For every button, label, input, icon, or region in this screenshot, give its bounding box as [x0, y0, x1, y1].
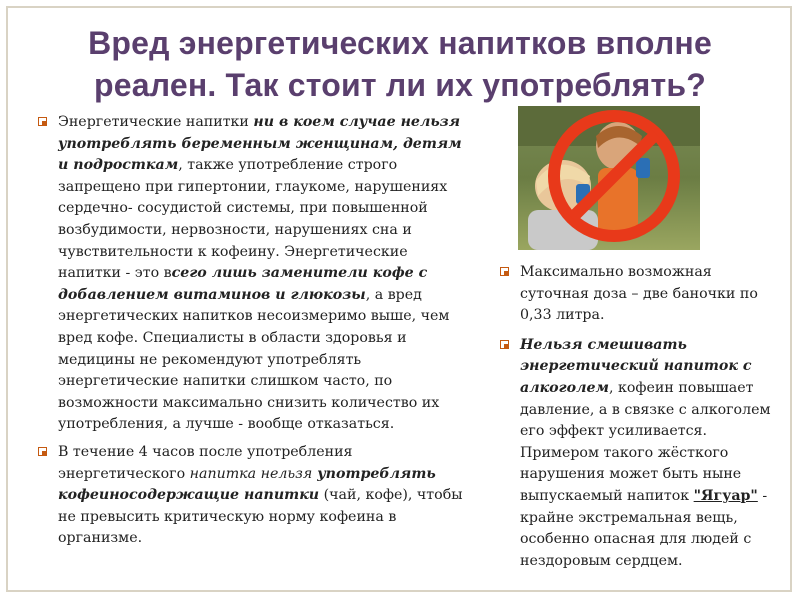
title-line-1: Вред энергетических напитков вполне	[88, 25, 712, 61]
bullet-item: В течение 4 часов после употребления энергетического напитка нельзя употреблять кофеиносодержащие напитки (чай, кофе), чтобы не превысить критическую норму кофеина в организме.	[38, 442, 468, 550]
prohibition-sign-icon	[518, 106, 700, 250]
bullet-marker-icon	[38, 447, 47, 456]
right-column	[500, 262, 785, 572]
bullet-item: Максимально возможная суточная доза – две баночки по 0,33 литра.	[500, 262, 785, 327]
bullet-marker-icon	[38, 117, 47, 126]
slide-title	[40, 22, 760, 106]
bullet-marker-icon	[500, 340, 509, 349]
title-line-2: реален. Так стоит ли их употреблять?	[93, 67, 706, 103]
prohibition-photo	[518, 106, 700, 250]
bullet-marker-icon	[500, 267, 509, 276]
left-column	[38, 112, 468, 550]
bullet-item: Нельзя смешивать энергетический напиток с алкоголем, кофеин повышает давление, а в связке с алкоголем его эффект усиливается. Примером такого жёсткого нарушения может быть ныне выпускаемый напиток "Ягуар" - крайне экстремальная вещь, особенно опасная для людей с нездоровым сердцем.	[500, 335, 785, 573]
bullet-item: Энергетические напитки ни в коем случае нельзя употреблять беременным женщинам, детям и подросткам, также употребление строго запрещено при гипертонии, глаукоме, нарушениях сердечно- сосудистой системы, при повышенной возбудимости, нервозности, нарушениях сна и чувствительности к кофеину. Энергетические напитки - это всего лишь заменители кофе с добавлением витаминов и глюкозы, а вред энергетических напитков несоизмеримо выше, чем вред кофе. Специалисты в области здоровья и медицины не рекомендуют употреблять энергетические напитки слишком часто, по возможности максимально снизить количество их употребления, а лучше - вообще отказаться.	[38, 112, 468, 436]
